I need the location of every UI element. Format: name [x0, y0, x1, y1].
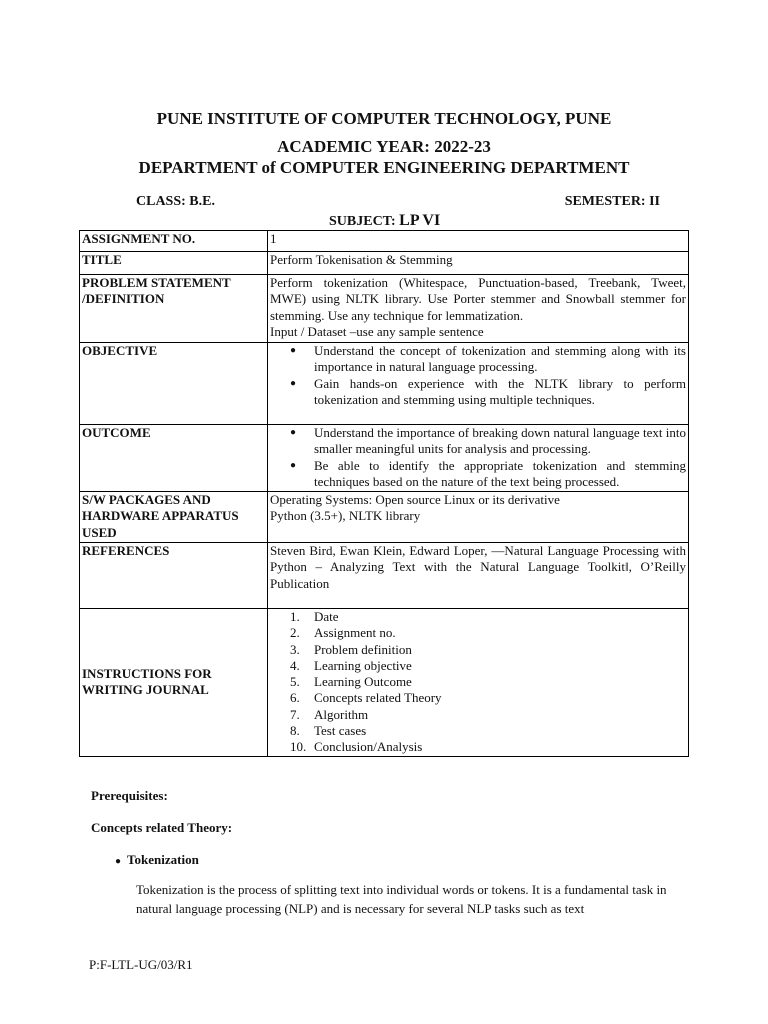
packages-line2: Python (3.5+), NLTK library — [270, 508, 421, 524]
subject-value: LP VI — [399, 212, 441, 229]
title-value: Perform Tokenisation & Stemming — [268, 252, 689, 275]
outcome-list — [270, 425, 686, 490]
instructions-list — [270, 609, 686, 756]
row-problem — [80, 275, 689, 343]
row-references — [80, 543, 689, 609]
bullet-icon: ● — [115, 856, 122, 867]
references-value: Steven Bird, Ewan Klein, Edward Loper, ―Natural Language Processing with Python – Analyzing Text with the Natural Language Toolkit‖, O’Reilly Publication — [268, 543, 689, 609]
semester-label: SEMESTER: II — [564, 194, 660, 209]
problem-key: PROBLEM STATEMENT /DEFINITION — [80, 275, 268, 343]
tokenization-label: Tokenization — [127, 852, 199, 867]
instruction-item — [290, 674, 686, 690]
assignment-value: 1 — [268, 231, 689, 252]
outcome-item: ● Understand the importance of breaking down natural language text into smaller meaningful units for analysis and processing. — [314, 425, 686, 458]
objective-list — [270, 343, 686, 408]
instructions-cell — [268, 609, 689, 757]
row-objective — [80, 343, 689, 425]
subject-line — [329, 212, 440, 230]
outcome-key: OUTCOME — [80, 425, 268, 492]
instructions-key-text: INSTRUCTIONS FOR WRITING JOURNAL — [82, 666, 212, 698]
instruction-number: 6. — [290, 690, 300, 706]
instruction-number: 5. — [290, 674, 300, 690]
instruction-text: Learning Outcome — [314, 674, 412, 690]
objective-item: ● Gain hands-on experience with the NLTK library to perform tokenization and stemming using multiple techniques. — [314, 376, 686, 409]
instruction-item — [290, 625, 686, 641]
instruction-text: Algorithm — [314, 706, 369, 722]
row-instructions — [80, 609, 689, 757]
row-assignment — [80, 231, 689, 252]
row-title — [80, 252, 689, 275]
instruction-item — [290, 706, 686, 723]
outcome-item: ● Be able to identify the appropriate tokenization and stemming techniques based on the nature of the text being processed. — [314, 458, 686, 491]
instruction-text: Assignment no. — [314, 625, 396, 641]
instruction-item — [290, 690, 686, 706]
instruction-number: 1. — [290, 609, 300, 624]
instruction-text: Concepts related Theory — [314, 690, 442, 706]
tokenization-heading — [115, 852, 199, 868]
row-packages — [80, 492, 689, 543]
instructions-key — [80, 609, 268, 757]
instruction-item — [290, 739, 686, 755]
row-outcome — [80, 425, 689, 492]
tokenization-paragraph: Tokenization is the process of splitting text into individual words or tokens. It is a fundamental task in natural language processing (NLP) and is necessary for several NLP tasks such as text — [136, 882, 667, 916]
subject-label: SUBJECT: — [329, 214, 400, 229]
packages-cell — [268, 492, 689, 543]
instruction-number: 7. — [290, 706, 300, 722]
department-name: DEPARTMENT of COMPUTER ENGINEERING DEPARTMENT — [138, 158, 630, 177]
instruction-number: 4. — [290, 657, 300, 673]
instruction-number: 3. — [290, 641, 300, 657]
instruction-text: Date — [314, 609, 339, 624]
packages-key: S/W PACKAGES AND HARDWARE APPARATUS USED — [80, 492, 268, 543]
instruction-item — [290, 723, 686, 739]
instruction-number: 10. — [290, 739, 307, 755]
assignment-key: ASSIGNMENT NO. — [80, 231, 268, 252]
instruction-text: Test cases — [314, 723, 367, 739]
problem-value: Perform tokenization (Whitespace, Punctuation-based, Treebank, Tweet, MWE) using NLTK library. Use Porter stemmer and Snowball stemmer for stemming. Use any technique for lemmatization. — [270, 275, 686, 323]
objective-key: OBJECTIVE — [80, 343, 268, 425]
assignment-table — [79, 230, 689, 757]
academic-year: ACADEMIC YEAR: 2022-23 — [277, 137, 491, 156]
document-code: P:F-LTL-UG/03/R1 — [89, 957, 193, 972]
class-label: CLASS: B.E. — [136, 194, 215, 209]
objective-item: ● Understand the concept of tokenization and stemming along with its importance in natural language processing. — [314, 343, 686, 376]
problem-input: Input / Dataset –use any sample sentence — [270, 323, 484, 339]
title-key: TITLE — [80, 252, 268, 275]
instruction-item — [290, 641, 686, 658]
institute-name: PUNE INSTITUTE OF COMPUTER TECHNOLOGY, PUNE — [156, 109, 612, 128]
packages-line1: Operating Systems: Open source Linux or its derivative — [270, 492, 560, 507]
concepts-heading: Concepts related Theory: — [91, 820, 233, 835]
instruction-number: 2. — [290, 625, 300, 641]
problem-value-cell — [268, 275, 689, 343]
instruction-item — [290, 657, 686, 674]
outcome-cell — [268, 425, 689, 492]
instruction-text: Problem definition — [314, 641, 412, 657]
objective-cell — [268, 343, 689, 425]
instruction-item — [290, 609, 686, 625]
prerequisites-heading: Prerequisites: — [91, 788, 168, 803]
instruction-text: Conclusion/Analysis — [314, 739, 423, 755]
instruction-text: Learning objective — [314, 657, 412, 673]
references-key: REFERENCES — [80, 543, 268, 609]
instruction-number: 8. — [290, 723, 300, 739]
